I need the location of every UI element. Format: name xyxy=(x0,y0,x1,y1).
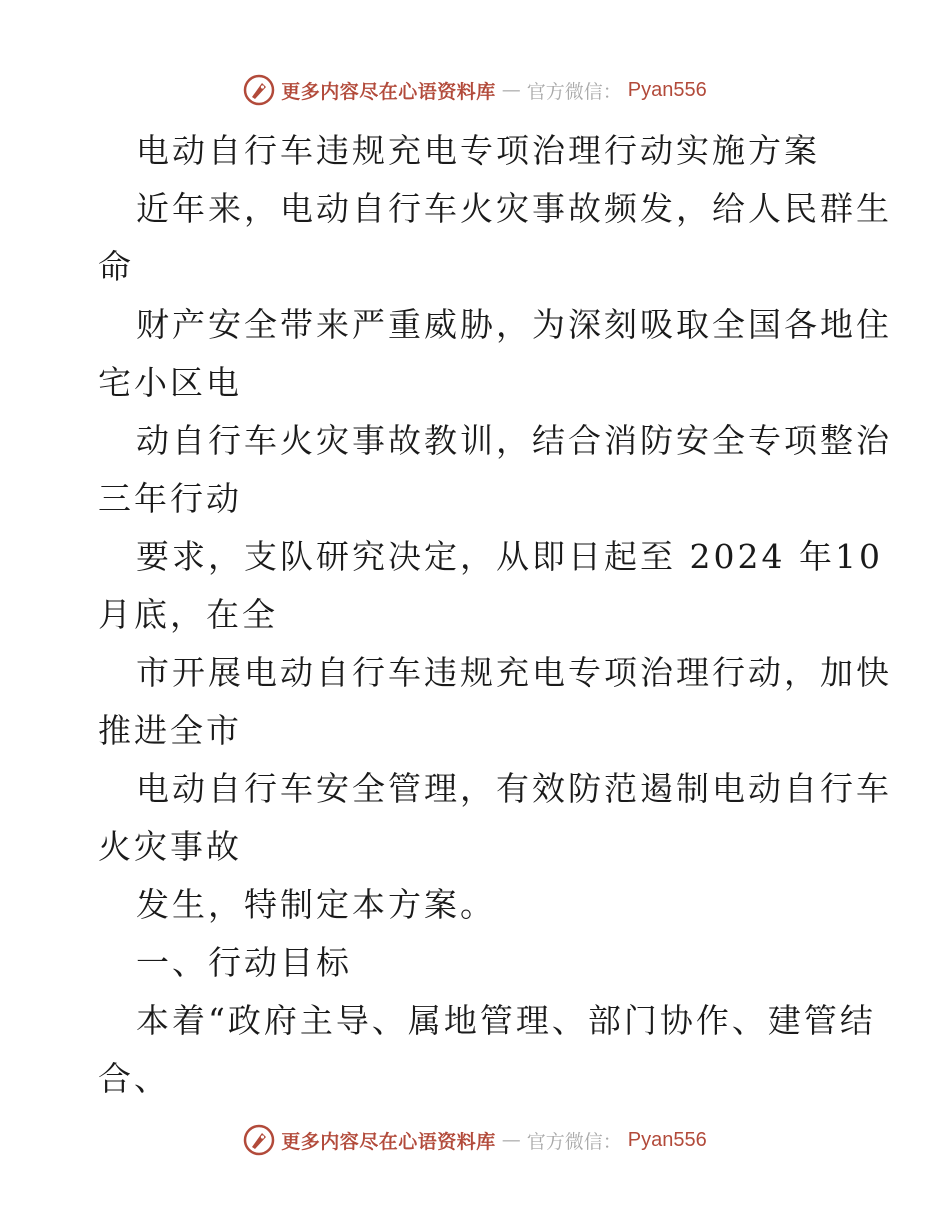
watermark-wechat-label: 官方微信： xyxy=(526,80,622,103)
watermark-wechat-label: 官方微信： xyxy=(526,1130,622,1153)
document-line: 动自行车火灾事故教训，结合消防安全专项整治 xyxy=(136,421,892,460)
watermark-wechat-id: Pyan556 xyxy=(627,1128,707,1151)
header-watermark xyxy=(0,70,950,110)
document-line: 发生，特制定本方案。 xyxy=(136,885,496,924)
document-line: 合、 xyxy=(98,1059,170,1098)
footer-watermark xyxy=(0,1120,950,1160)
watermark-dash: — xyxy=(501,79,521,101)
document-line: 市开展电动自行车违规充电专项治理行动，加快 xyxy=(136,653,892,692)
document-line: 要求，支队研究决定，从即日起至 2024 年10 xyxy=(136,537,883,576)
document-line: 火灾事故 xyxy=(98,827,242,866)
document-line: 近年来，电动自行车火灾事故频发，给人民群生 xyxy=(136,189,892,228)
document-line: 月底，在全 xyxy=(98,595,278,634)
watermark-dash: — xyxy=(501,1129,521,1151)
watermark-text: 更多内容尽在心语资料库 xyxy=(281,1130,496,1153)
document-body xyxy=(98,122,892,1108)
watermark-text: 更多内容尽在心语资料库 xyxy=(281,80,496,103)
pen-nib-logo-icon xyxy=(243,1124,275,1156)
document-line: 宅小区电 xyxy=(98,363,242,402)
document-line: 财产安全带来严重威胁，为深刻吸取全国各地住 xyxy=(136,305,892,344)
document-line: 一、行动目标 xyxy=(136,943,352,982)
document-line: 本着“政府主导、属地管理、部门协作、建管结 xyxy=(136,1001,876,1040)
document-line: 推进全市 xyxy=(98,711,242,750)
pen-nib-logo-icon xyxy=(243,74,275,106)
watermark-wechat-id: Pyan556 xyxy=(627,78,707,101)
document-line: 命 xyxy=(98,247,134,286)
document-line: 三年行动 xyxy=(98,479,242,518)
document-line: 电动自行车违规充电专项治理行动实施方案 xyxy=(136,131,820,170)
document-line: 电动自行车安全管理，有效防范遏制电动自行车 xyxy=(136,769,892,808)
